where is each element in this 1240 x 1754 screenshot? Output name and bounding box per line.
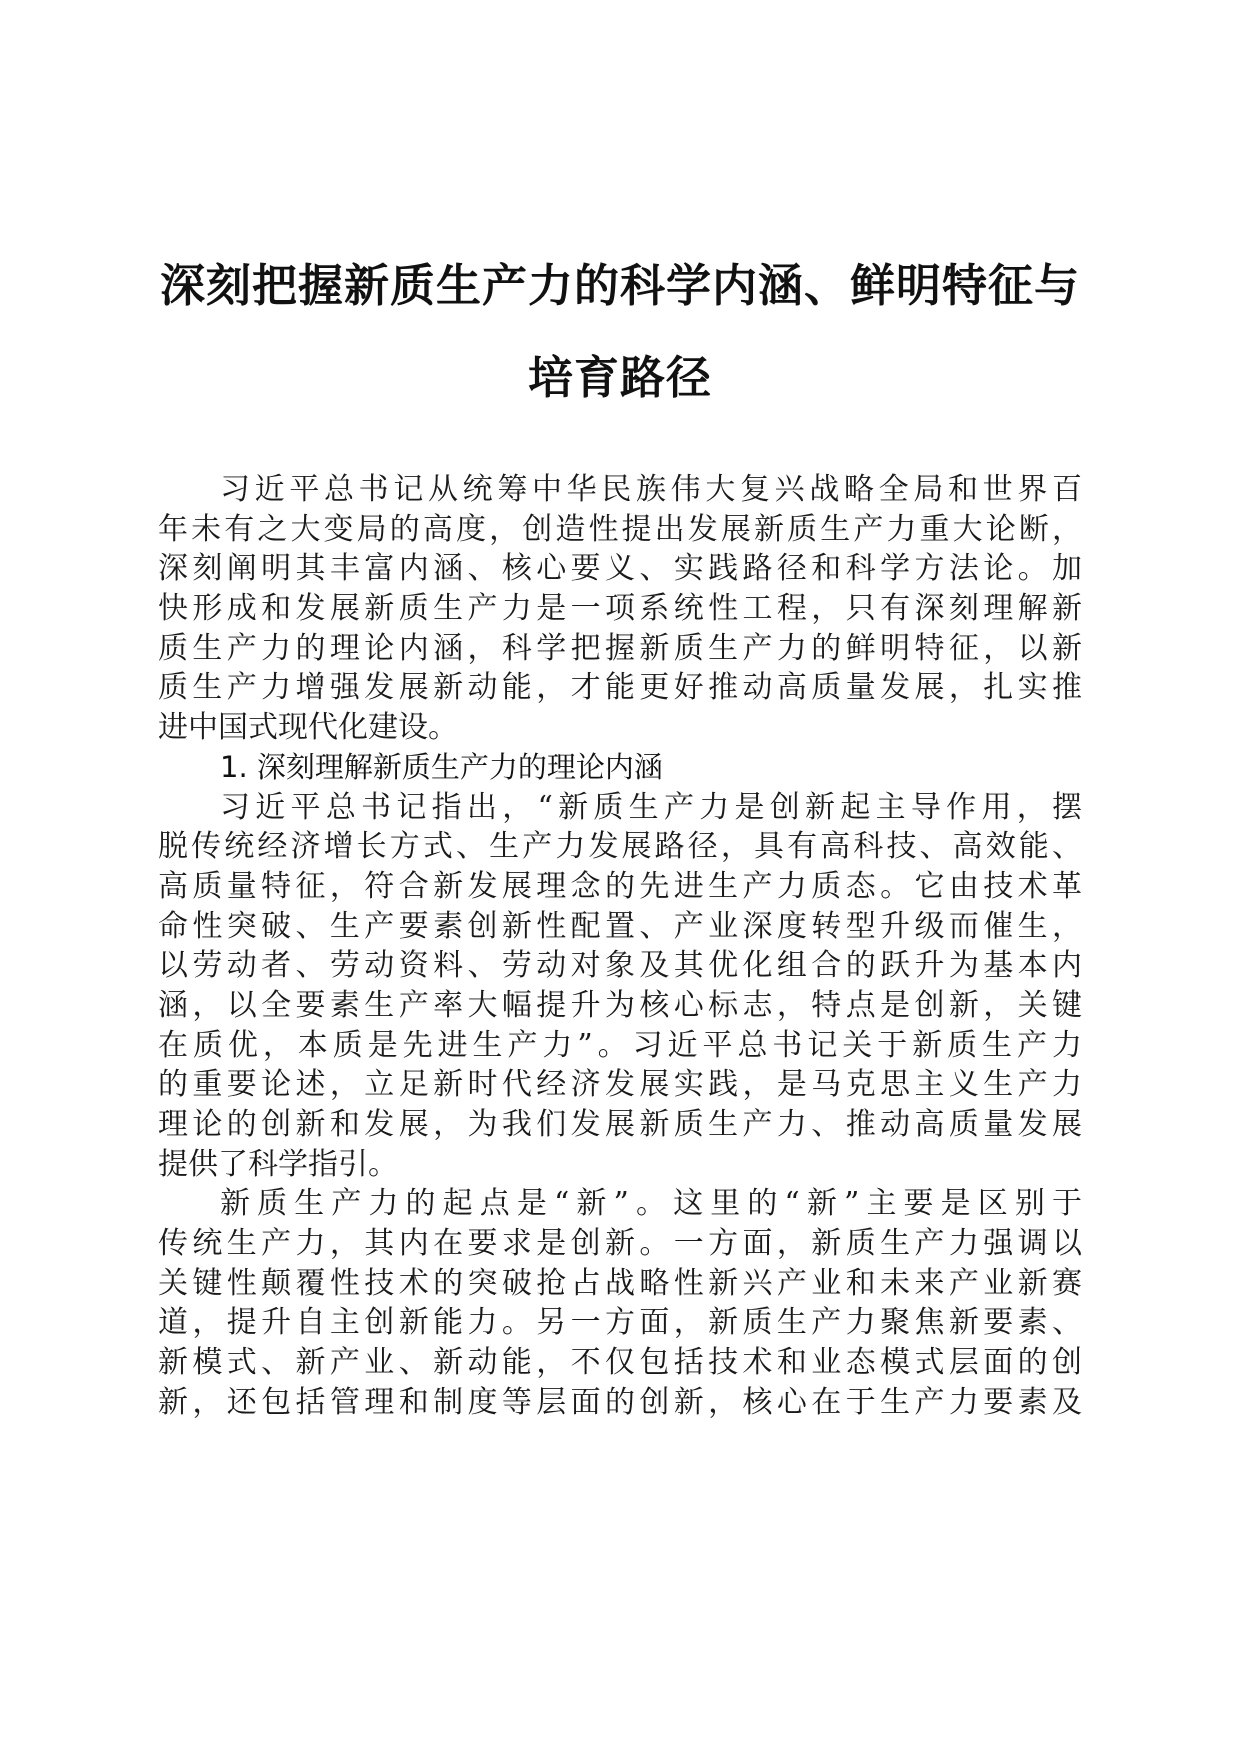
text-line: 的重要论述，立足新时代经济发展实践，是马克思主义生产力 <box>158 1067 1082 1103</box>
text-line: 习近平总书记从统筹中华民族伟大复兴战略全局和世界百 <box>220 472 1082 507</box>
document-title-line-2: 培育路径 <box>527 351 712 404</box>
text-line: 质生产力增强发展新动能，才能更好推动高质量发展，扎实推 <box>158 670 1082 706</box>
text-line: 在质优，本质是先进生产力”。习近平总书记关于新质生产力 <box>158 1027 1082 1063</box>
text-line: 新模式、新产业、新动能，不仅包括技术和业态模式层面的创 <box>158 1345 1082 1381</box>
text-line: 传统生产力，其内在要求是创新。一方面，新质生产力强调以 <box>158 1226 1082 1262</box>
paragraph-intro <box>158 470 1082 748</box>
text-line: 新质生产力的起点是“新”。这里的“新”主要是区别于 <box>220 1186 1082 1222</box>
text-line: 理论的创新和发展，为我们发展新质生产力、推动高质量发展 <box>158 1107 1082 1142</box>
text-line: 习近平总书记指出，“新质生产力是创新起主导作用，摆 <box>220 789 1082 825</box>
text-line: 深刻阐明其丰富内涵、核心要义、实践路径和科学方法论。加 <box>158 551 1082 587</box>
text-line: 关键性颠覆性技术的突破抢占战略性新兴产业和未来产业新赛 <box>158 1265 1082 1301</box>
paragraph-quote <box>158 788 1082 1185</box>
text-line: 进中国式现代化建设。 <box>158 710 458 746</box>
text-line: 道，提升自主创新能力。另一方面，新质生产力聚焦新要素、 <box>158 1305 1082 1341</box>
text-line: 以劳动者、劳动资料、劳动对象及其优化组合的跃升为基本内 <box>158 948 1082 984</box>
text-line: 新，还包括管理和制度等层面的创新，核心在于生产力要素及 <box>158 1384 1082 1420</box>
text-line: 快形成和发展新质生产力是一项系统性工程，只有深刻理解新 <box>158 591 1082 627</box>
text-line: 年未有之大变局的高度，创造性提出发展新质生产力重大论断， <box>158 511 1082 547</box>
document-title-line-1: 深刻把握新质生产力的科学内涵、鲜明特征与 <box>159 259 1080 312</box>
paragraph-new <box>158 1184 1082 1422</box>
text-line: 提供了科学指引。 <box>158 1146 398 1182</box>
text-line: 命性突破、生产要素创新性配置、产业深度转型升级而催生， <box>158 908 1082 944</box>
text-line: 涵，以全要素生产率大幅提升为核心标志，特点是创新，关键 <box>158 987 1082 1023</box>
text-line: 质生产力的理论内涵，科学把握新质生产力的鲜明特征，以新 <box>158 630 1082 666</box>
document-body <box>158 470 1082 1423</box>
text-line: 脱传统经济增长方式、生产力发展路径，具有高科技、高效能、 <box>158 829 1082 865</box>
section-heading: 1. 深刻理解新质生产力的理论内涵 <box>220 749 663 784</box>
text-line: 高质量特征，符合新发展理念的先进生产力质态。它由技术革 <box>158 868 1082 904</box>
